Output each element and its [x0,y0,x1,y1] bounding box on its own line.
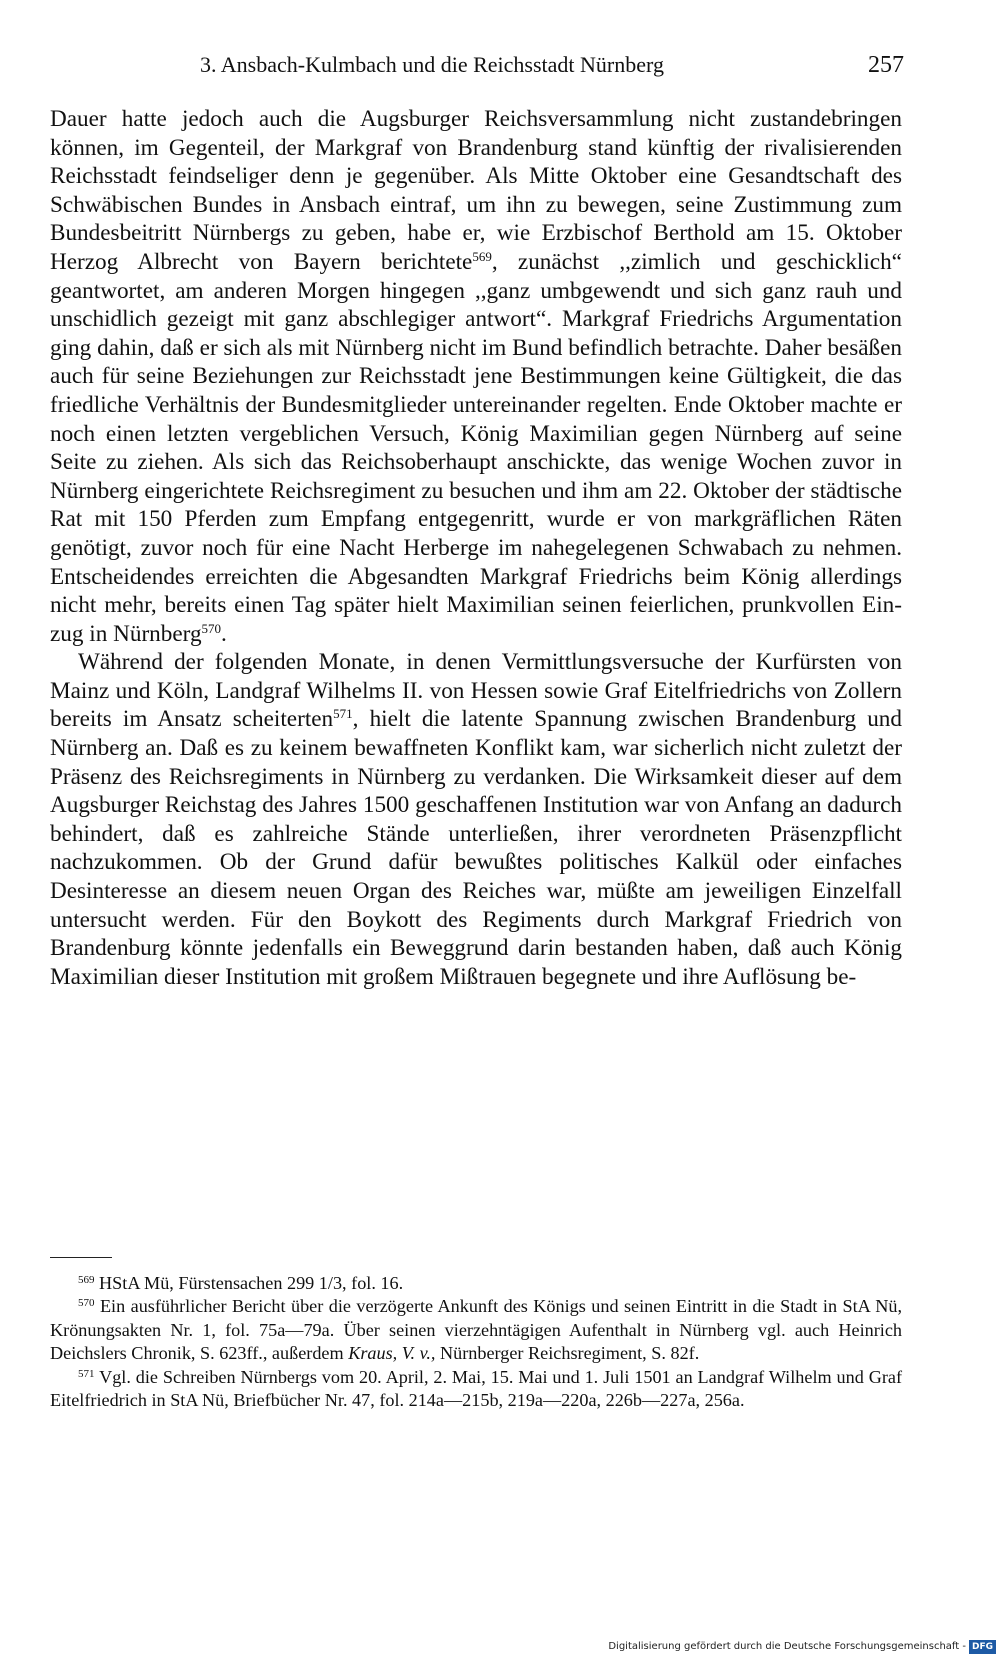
footnote-text: Vgl. die Schreiben Nürnbergs vom 20. April, 2. Mai, 15. Mai und 1. Juli 1501 an Landgraf Wilhelm und Graf Eitelfriedrich in StA Nü, Briefbücher Nr. 47, fol. 214a—215b, 219a—220a, 226b—227a, 256a. [50,1366,903,1411]
footnotes [50,1272,902,1412]
page-number: 257 [868,52,904,78]
footnote-text-a: Ein ausführlicher Bericht über die verzögerte Ankunft des Königs und seinen Eintritt in die Stadt in StA Nü, Krönungsakten Nr. 1, fol. 75a—79a. Über seinen vierzehntägigen Aufenthalt in Nürnberg vgl. auch Heinrich Deichslers Chronik, S. 623ff., außerdem [50,1296,902,1364]
footnote-number: 571 [78,1367,95,1380]
running-head [0,48,1000,82]
running-title: 3. Ansbach-Kulmbach und die Reichsstadt Nürnberg [200,52,664,77]
digitization-credit [608,1639,996,1655]
footnote-text: HStA Mü, Fürstensachen 299 1/3, fol. 16. [99,1273,404,1293]
paragraph-1 [50,105,902,648]
footnote-571 [50,1366,902,1413]
footnote-divider [50,1257,112,1258]
paragraph-1-text-b: , zunächst ,,zimlich und geschicklich“ geantwortet, am anderen Morgen hingegen ,,ganz umbgewendt und sich ganz rauh und unschidlich gezeigt mit ganz abschlegiger antwort“. Markgraf Friedrichs Argumentation ging dahin, daß er sich als mit Nürnberg nicht im Bund befindlich betrachte. Daher besäßen auch für seine Beziehungen zur Reichsstadt jene Bestimmungen keine Gültigkeit, die das friedliche Verhältnis der Bundesmitglieder untereinander regelten. Ende Oktober machte er noch einen letzten vergeblichen Versuch, König Maximilian gegen Nürnberg auf seine Seite zu ziehen. Als sich das Reichsoberhaupt anschickte, das wenige Wochen zuvor in Nürnberg eingerichtete Reichsregiment zu besuchen und ihm am 22. Oktober der städtische Rat mit 150 Pferden zum Empfang entgegenritt, wurde er von markgräflichen Räten genötigt, zuvor noch für eine Nacht Herberge im nahegelegenen Schwabach zu nehmen. Entscheidendes erreichten die Abgesandten Markgraf Friedrichs beim König allerdings nicht mehr, bereits einen Tag später hielt Maximilian seinen feierlichen, prunkvollen Einzug in Nürnberg [50,248,902,647]
credit-text: Digitalisierung gefördert durch die Deutsche Forschungsgemeinschaft - [608,1641,966,1652]
paragraph-2 [50,648,902,991]
paragraph-2-text-a: Während der folgenden Monate, in denen Vermittlungsversuche der Kurfürsten von Mainz und Köln, Landgraf Wilhelms II. von Hessen sowie Graf Eitelfriedrichs von Zollern bereits im Ansatz scheiterten [50,649,902,733]
footnote-ref-569: 569 [472,248,492,264]
footnote-number: 569 [78,1274,95,1286]
paragraph-1-text-c: . [221,620,227,647]
footnote-text-b: Nürnberger Reichsregiment, S. 82f. [435,1343,700,1364]
footnote-ref-571: 571 [333,706,353,722]
footnote-569 [50,1272,902,1295]
footnote-italic-author: Kraus, V. v., [348,1343,436,1364]
body-text [50,105,902,991]
dfg-logo-icon: DFG [969,1640,996,1654]
footnote-570 [50,1295,902,1365]
footnote-number: 570 [78,1297,95,1310]
footnote-ref-570: 570 [201,620,222,636]
paragraph-2-text-b: , hielt die latente Spannung zwischen Brandenburg und Nürnberg an. Daß es zu keinem bewaffneten Konflikt kam, war sicherlich nicht zuletzt der Präsenz des Reichsregiments in Nürnberg zu verdanken. Die Wirksamkeit dieser auf dem Augsburger Reichstag des Jahres 1500 geschaffenen Institution war von Anfang an dadurch behindert, daß es zahlreiche Stände unterließen, ihrer verordneten Präsenzpflicht nachzukommen. Ob der Grund dafür bewußtes politisches Kalkül oder einfaches Desinteresse an diesem neuen Organ des Reiches war, müßte am jeweiligen Einzelfall untersucht werden. Für den Boykott des Regiments durch Markgraf Friedrich von Brandenburg könnte jedenfalls ein Beweggrund darin bestanden haben, daß auch König Maximilian dieser Institution mit großem Mißtrauen begegnete und ihre Auflösung be- [50,706,902,990]
paragraph-1-text-a: Dauer hatte jedoch auch die Augsburger Reichsversammlung nicht zustandebringen können, im Gegenteil, der Markgraf von Brandenburg stand künftig der rivalisierenden Reichsstadt feindseliger denn je gegenüber. Als Mitte Oktober eine Gesandtschaft des Schwäbischen Bundes in Ansbach eintraf, um ihn zu bewegen, seine Zustimmung zum Bundesbeitritt Nürnbergs zu geben, habe er, wie Erzbischof Berthold am 15. Oktober Herzog Albrecht von Bayern berichtete [50,106,902,275]
